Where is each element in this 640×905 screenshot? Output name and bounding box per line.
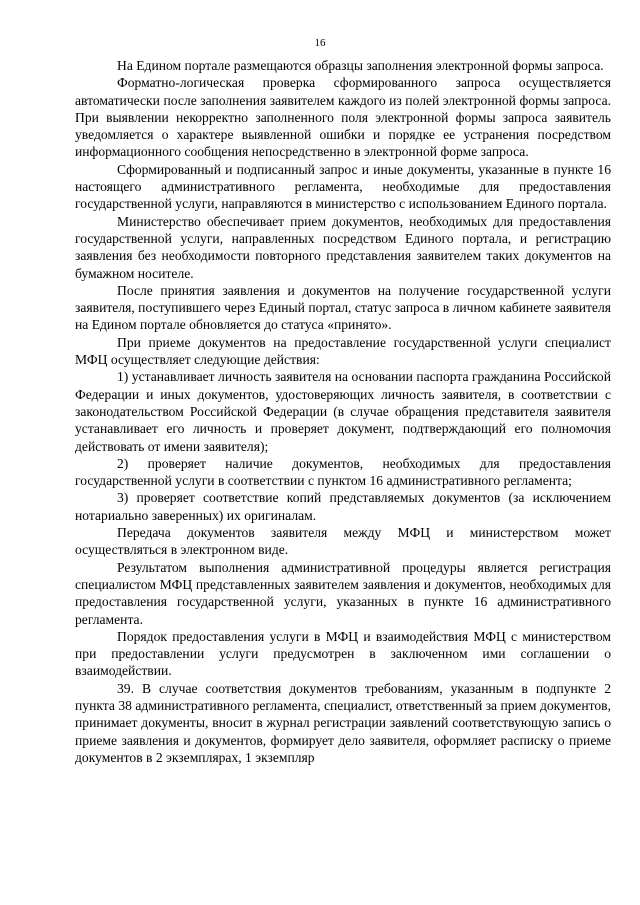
paragraph-submitted-request: Сформированный и подписанный запрос и иные документы, указанные в пункте 16 настоящего административного регламента, необходимые для предоставления государственной услуги, направляются в министерство с использованием Единого портала. [75, 161, 611, 212]
paragraph-sample-forms: На Едином портале размещаются образцы заполнения электронной формы запроса. [117, 58, 604, 73]
paragraph-ministry-receipt: Министерство обеспечивает прием документов, необходимых для предоставления государственной услуги, направленных посредством Единого портала, и регистрацию заявления без необходимости повторного представления заявителем таких документов на бумажном носителе. [75, 213, 611, 281]
list-item-check-documents: 2) проверяет наличие документов, необходимых для предоставления государственной услуги в соответствии с пунктом 16 административного регламента; [75, 455, 611, 489]
paragraph-mfc-actions-intro: При приеме документов на предоставление государственной услуги специалист МФЦ осуществляет следующие действия: [75, 334, 611, 368]
paragraph-procedure-result: Результатом выполнения административной процедуры является регистрация специалистом МФЦ представленных заявителем заявления и документов, необходимых для предоставления государственной услуги, указанных в пункте 16 административного регламента. [75, 559, 611, 627]
paragraph-electronic-transfer: Передача документов заявителя между МФЦ и министерством может осуществляться в электронном виде. [75, 525, 611, 558]
paragraph-format-check: Форматно-логическая проверка сформированного запроса осуществляется автоматически после заполнения заявителем каждого из полей электронной формы запроса. При выявлении некорректно заполненного поля электронной формы запроса заявитель уведомляется о характере выявленной ошибки и порядке ее устранения посредством информационного сообщения непосредственно в электронной форме запроса. [75, 75, 611, 160]
paragraph-mfc-agreement: Порядок предоставления услуги в МФЦ и взаимодействия МФЦ с министерством при предоставлении услуги предусмотрен в заключенном ими соглашении о взаимодействии. [75, 628, 611, 679]
paragraph-status-update: После принятия заявления и документов на получение государственной услуги заявителя, поступившего через Единый портал, статус запроса в личном кабинете заявителя на Едином портале обновляется до статуса «принято». [75, 282, 611, 333]
list-item-identify-applicant: 1) устанавливает личность заявителя на основании паспорта гражданина Российской Федерации и иных документов, удостоверяющих личность заявителя, в соответствии с законодательством Российской Федерации (в случае обращения представителя заявителя устанавливает его личность и проверяет документ, подтверждающий его полномочия действовать от имени заявителя); [75, 369, 611, 454]
list-item-verify-copies: 3) проверяет соответствие копий представляемых документов (за исключением нотариально заверенных) их оригиналам. [75, 490, 611, 523]
document-body [75, 57, 611, 766]
page-number: 16 [314, 37, 326, 49]
paragraph-clause-39: 39. В случае соответствия документов требованиям, указанным в подпункте 2 пункта 38 административного регламента, специалист, ответственный за прием документов, принимает документы, вносит в журнал регистрации заявлений соответствующую запись о приеме заявления и документов, формирует дело заявителя, оформляет расписку о приеме документов в 2 экземплярах, 1 экземпляр [75, 680, 611, 765]
